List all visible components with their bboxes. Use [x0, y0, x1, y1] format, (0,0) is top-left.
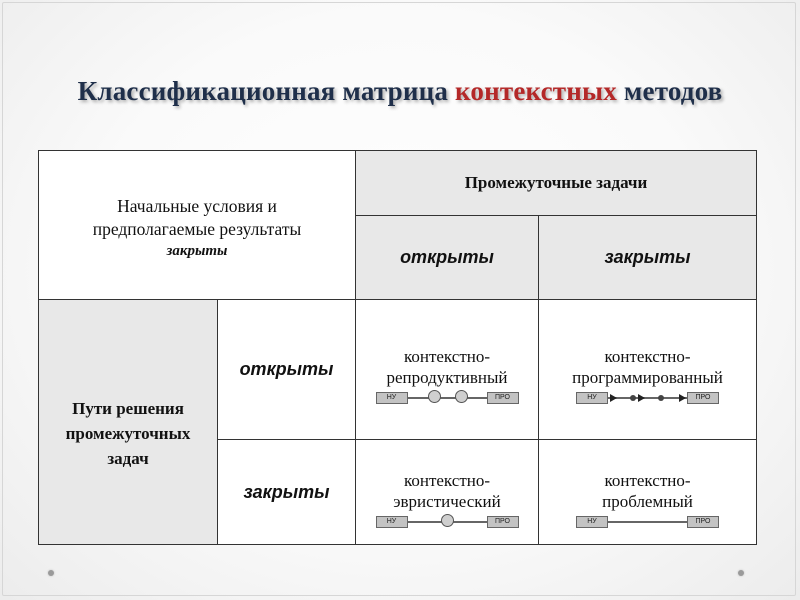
step-dot-icon: [630, 395, 636, 401]
method-reproductive-line-1: контекстно-: [403, 347, 491, 366]
method-reproductive: [356, 300, 539, 440]
title-part-1: Классификационная матрица: [77, 76, 455, 106]
end-node: ПРО: [487, 516, 519, 528]
method-heuristic-line-1: контекстно-: [403, 471, 491, 490]
classification-matrix: [38, 150, 757, 545]
method-problem: [539, 440, 756, 544]
end-node: ПРО: [687, 516, 719, 528]
start-node: НУ: [376, 516, 408, 528]
arrow-right-icon: [610, 394, 617, 402]
method-programmed-line-1: контекстно-: [604, 347, 691, 366]
arrow-right-icon: [638, 394, 645, 402]
row-group-header: [39, 300, 218, 544]
method-reproductive-line-2: репродуктивный: [386, 368, 508, 387]
row-header-closed: [218, 440, 356, 544]
slide-title: [0, 76, 800, 107]
column-group-header: [356, 151, 756, 216]
decorative-dot: [48, 570, 54, 576]
corner-cell: [39, 151, 356, 300]
row-header-open-label: открыты: [239, 359, 334, 379]
start-node: НУ: [576, 392, 608, 404]
row-group-line-2: промежуточных: [65, 423, 191, 443]
process-bar-reproductive: [376, 392, 519, 404]
corner-line-1: Начальные условия и: [117, 195, 277, 216]
method-heuristic: [356, 440, 539, 544]
method-programmed: [539, 300, 756, 440]
end-node: ПРО: [487, 392, 519, 404]
process-bar-heuristic: [376, 516, 519, 528]
title-accent: контекстных: [455, 76, 617, 106]
process-bar-problem: [576, 516, 719, 528]
corner-line-2: предполагаемые результаты: [92, 218, 302, 239]
start-node: НУ: [376, 392, 408, 404]
start-node: НУ: [576, 516, 608, 528]
column-header-open: [356, 216, 539, 300]
decorative-dot: [738, 570, 744, 576]
column-header-open-label: открыты: [400, 247, 494, 267]
method-programmed-line-2: программированный: [572, 368, 723, 387]
column-header-closed-label: закрыты: [604, 247, 691, 267]
method-problem-line-2: проблемный: [602, 492, 693, 511]
end-node: ПРО: [687, 392, 719, 404]
step-dot-icon: [658, 395, 664, 401]
title-part-3: методов: [616, 76, 723, 106]
method-heuristic-line-2: эвристический: [393, 492, 501, 511]
arrow-right-icon: [679, 394, 686, 402]
corner-line-3: закрыты: [166, 242, 228, 259]
method-problem-line-1: контекстно-: [604, 471, 691, 490]
column-group-label: Промежуточные задачи: [464, 173, 648, 192]
row-group-line-3: задач: [107, 448, 149, 468]
row-header-closed-label: закрыты: [243, 481, 330, 502]
step-circle-icon: [428, 390, 441, 403]
row-header-open: [218, 300, 356, 440]
step-circle-icon: [441, 514, 454, 527]
step-circle-icon: [455, 390, 468, 403]
row-group-line-1: Пути решения: [72, 398, 184, 418]
process-bar-programmed: [576, 392, 719, 404]
column-header-closed: [539, 216, 756, 300]
